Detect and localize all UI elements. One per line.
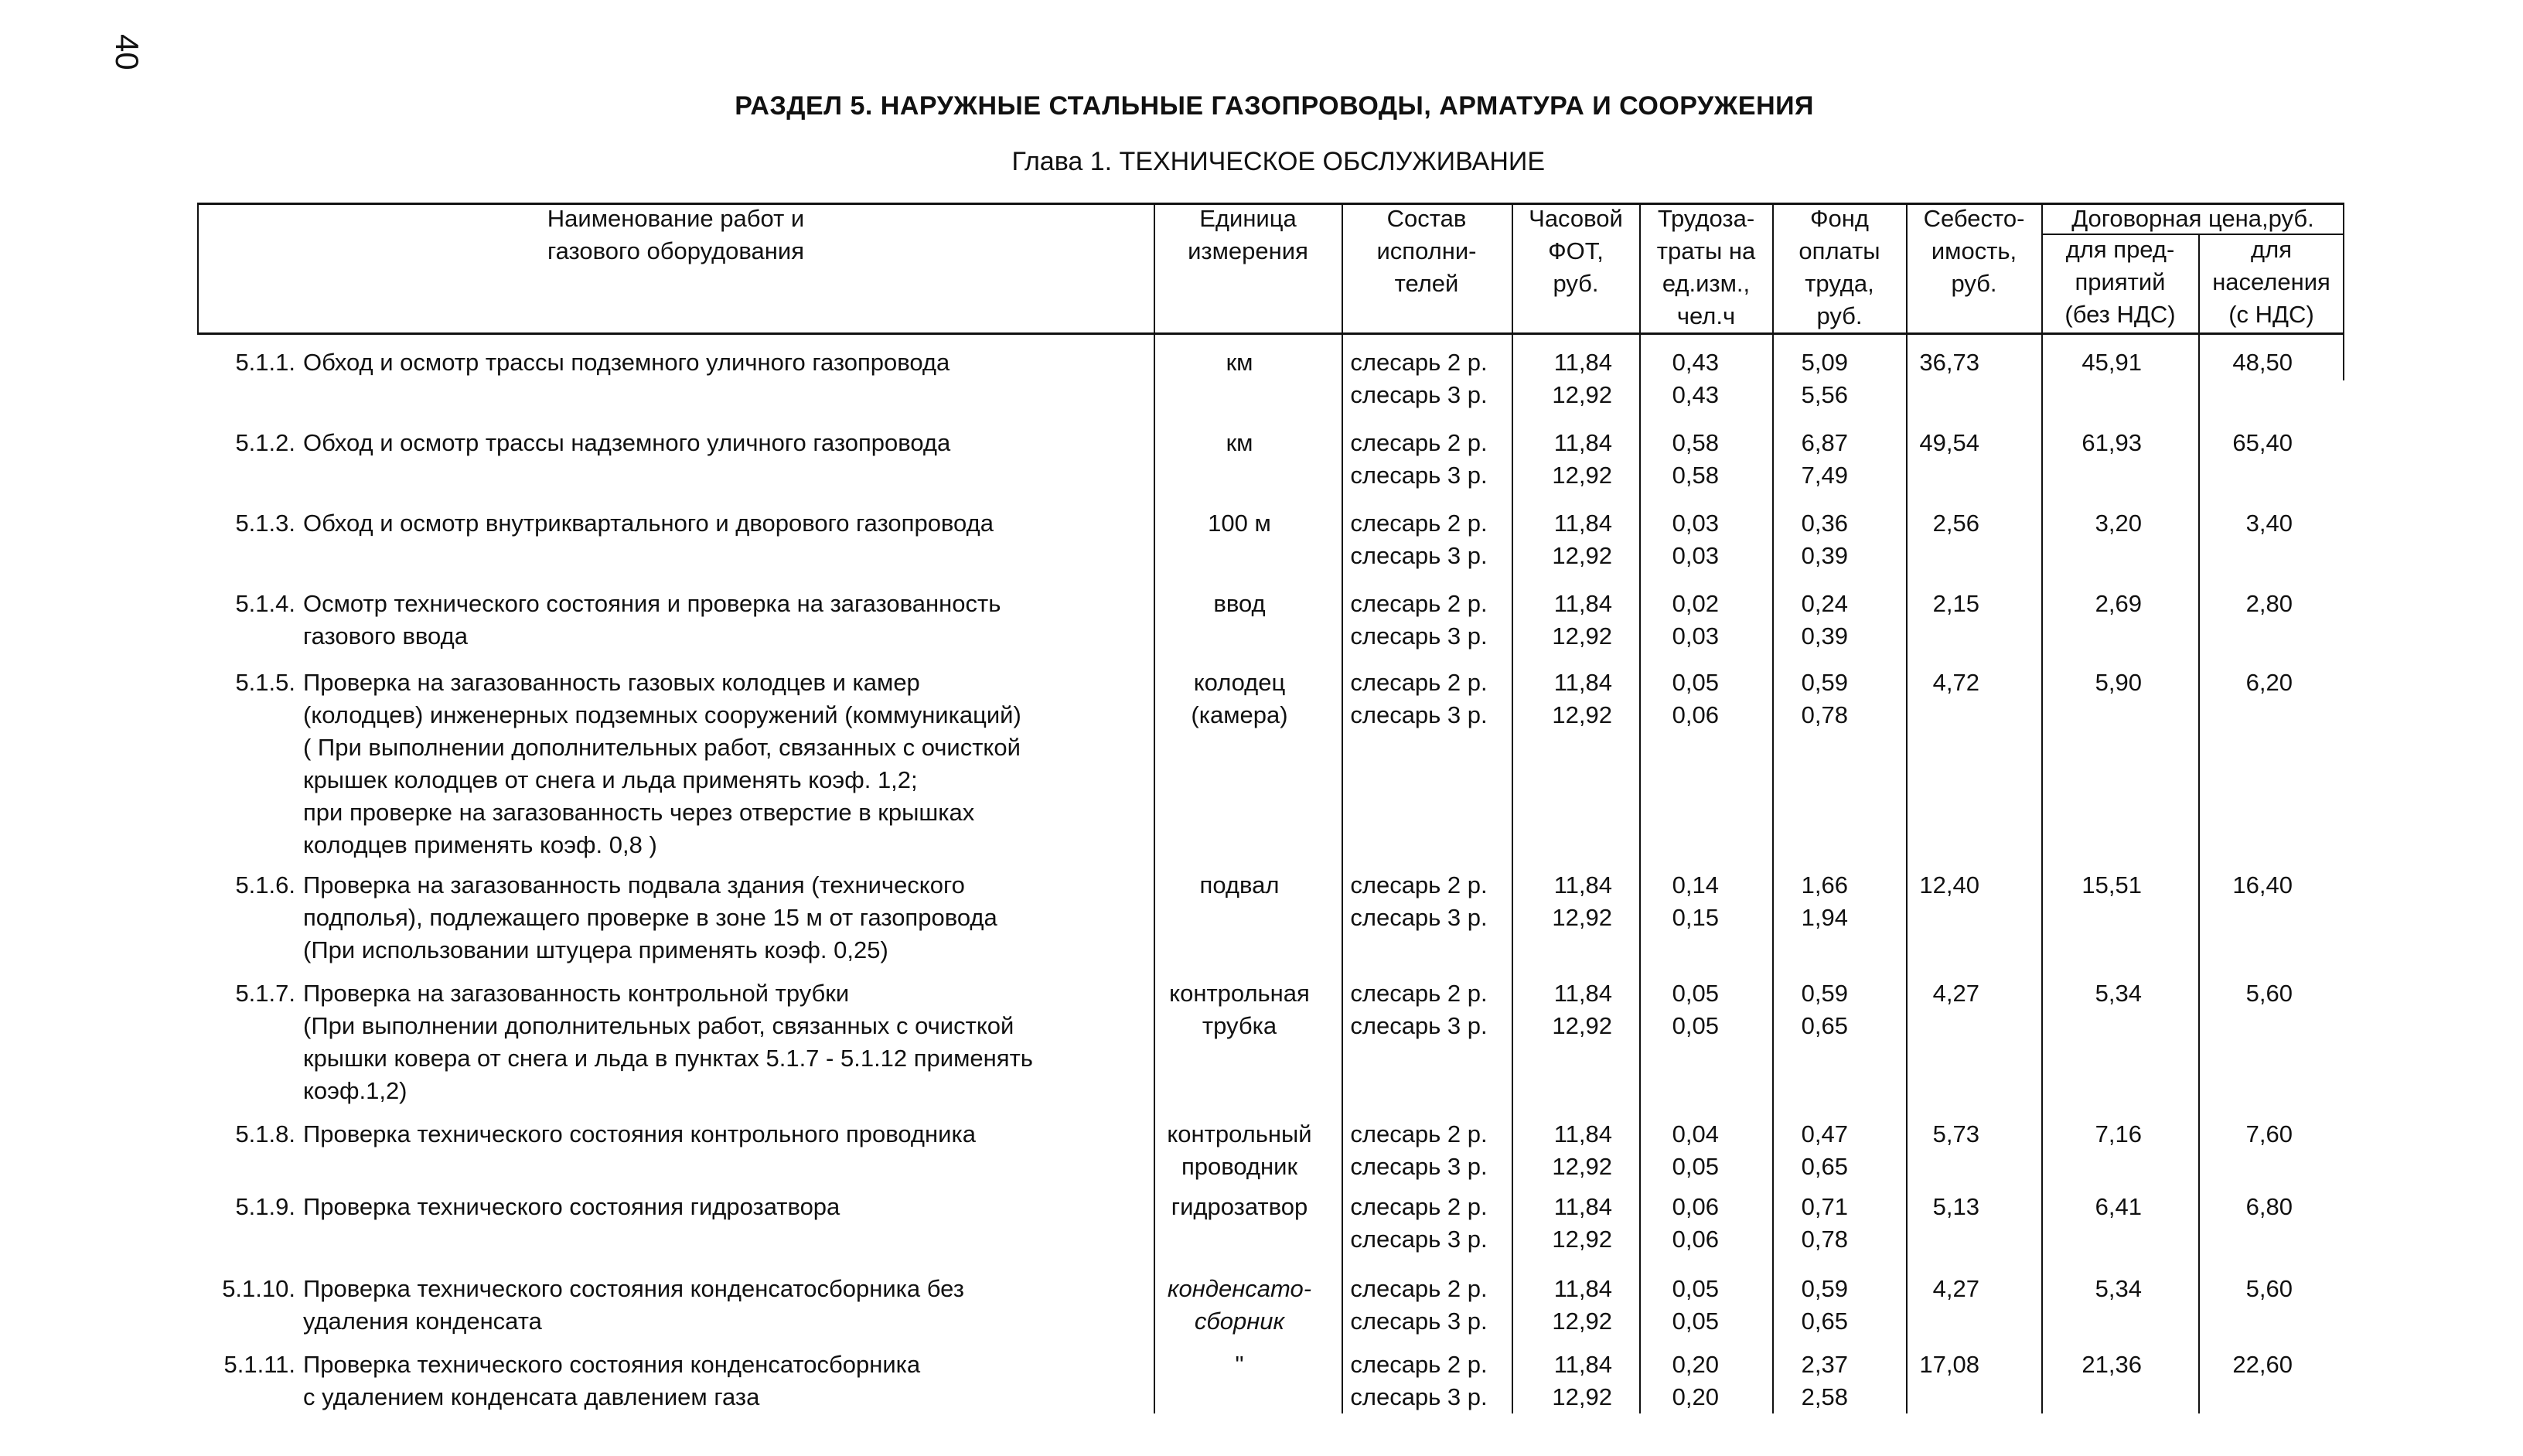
pay-fund: 0,36 0,39 xyxy=(1801,510,1848,569)
price-enterprises: 5,34 xyxy=(2095,1275,2142,1302)
labor: 0,43 0,43 xyxy=(1672,349,1719,408)
hourly-rate: 11,84 12,92 xyxy=(1552,1351,1612,1410)
cost: 12,40 xyxy=(1919,871,1979,898)
section-title: РАЗДЕЛ 5. НАРУЖНЫЕ СТАЛЬНЫЕ ГАЗОПРОВОДЫ, АРМАТУРА И СООРУЖЕНИЯ xyxy=(735,91,1814,121)
staff: слесарь 2 р. слесарь 3 р. xyxy=(1350,1275,1488,1335)
price-enterprises: 6,41 xyxy=(2095,1193,2142,1220)
staff: слесарь 2 р. слесарь 3 р. xyxy=(1350,669,1488,728)
pay-fund: 5,09 5,56 xyxy=(1801,349,1848,408)
hourly-rate: 11,84 12,92 xyxy=(1552,590,1612,650)
header-cost: Себесто- имость, руб. xyxy=(1923,205,2025,297)
labor: 0,58 0,58 xyxy=(1672,429,1719,489)
header-staff: Состав исполни- телей xyxy=(1376,205,1477,297)
hourly-rate: 11,84 12,92 xyxy=(1552,1275,1612,1335)
unit: подвал xyxy=(1199,871,1280,898)
unit: " xyxy=(1235,1351,1244,1378)
header-bottom-border xyxy=(197,332,2344,335)
price-enterprises: 61,93 xyxy=(2081,429,2142,456)
work-name: Проверка технического состояния гидрозатвора xyxy=(303,1193,840,1220)
work-name: Проверка технического состояния контрольного проводника xyxy=(303,1120,976,1147)
column-divider xyxy=(1772,203,1774,1413)
header-pay-fund: Фонд оплаты труда, руб. xyxy=(1798,205,1880,329)
pay-fund: 0,59 0,65 xyxy=(1801,1275,1848,1335)
price-enterprises: 2,69 xyxy=(2095,590,2142,617)
price-population: 3,40 xyxy=(2245,510,2293,537)
column-divider xyxy=(2041,203,2043,1413)
labor: 0,05 0,05 xyxy=(1672,1275,1719,1335)
price-enterprises: 45,91 xyxy=(2081,349,2142,376)
unit: ввод xyxy=(1213,590,1266,617)
row-number: 5.1.2. xyxy=(235,429,295,456)
labor: 0,05 0,06 xyxy=(1672,669,1719,728)
price-enterprises: 5,90 xyxy=(2095,669,2142,696)
column-divider xyxy=(197,203,199,335)
row-number: 5.1.7. xyxy=(235,980,295,1007)
column-divider xyxy=(2198,234,2200,1413)
unit: 100 м xyxy=(1208,510,1271,537)
labor: 0,05 0,05 xyxy=(1672,980,1719,1039)
price-enterprises: 15,51 xyxy=(2081,871,2142,898)
unit: конденсато- сборник xyxy=(1167,1275,1312,1335)
labor: 0,20 0,20 xyxy=(1672,1351,1719,1410)
labor: 0,02 0,03 xyxy=(1672,590,1719,650)
cost: 49,54 xyxy=(1919,429,1979,456)
hourly-rate: 11,84 12,92 xyxy=(1552,980,1612,1039)
staff: слесарь 2 р. слесарь 3 р. xyxy=(1350,871,1488,931)
price-enterprises: 21,36 xyxy=(2081,1351,2142,1378)
cost: 5,73 xyxy=(1932,1120,1979,1147)
chapter-title: Глава 1. ТЕХНИЧЕСКОЕ ОБСЛУЖИВАНИЕ xyxy=(1011,147,1545,176)
work-name: Проверка на загазованность подвала здания (технического подполья), подлежащего проверке в зоне 15 м от газопровода (При использовании штуцера применять коэф. 0,25) xyxy=(303,871,997,963)
pay-fund: 1,66 1,94 xyxy=(1801,871,1848,931)
unit: колодец (камера) xyxy=(1191,669,1288,728)
column-divider xyxy=(2343,203,2344,380)
hourly-rate: 11,84 12,92 xyxy=(1552,349,1612,408)
row-number: 5.1.6. xyxy=(235,871,295,898)
header-contract-price: Договорная цена,руб. xyxy=(2071,205,2314,232)
pay-fund: 0,47 0,65 xyxy=(1801,1120,1848,1180)
price-population: 2,80 xyxy=(2245,590,2293,617)
hourly-rate: 11,84 12,92 xyxy=(1552,429,1612,489)
work-name: Проверка на загазованность газовых колодцев и камер (колодцев) инженерных подземных сооружений (коммуникаций) ( При выполнении дополнительных работ, связанных с очисткой крышек колодцев от снега и льда применять коэф. 1,2; при проверке на загазованность через отверстие в крышках колодцев применять коэф. 0,8 ) xyxy=(303,669,1021,858)
header-labor: Трудоза- траты на ед.изм., чел.ч xyxy=(1656,205,1756,329)
pay-fund: 2,37 2,58 xyxy=(1801,1351,1848,1410)
price-population: 7,60 xyxy=(2245,1120,2293,1147)
labor: 0,06 0,06 xyxy=(1672,1193,1719,1253)
hourly-rate: 11,84 12,92 xyxy=(1552,669,1612,728)
work-name: Обход и осмотр трассы надземного уличного газопровода xyxy=(303,429,951,456)
unit: гидрозатвор xyxy=(1171,1193,1308,1220)
price-population: 6,20 xyxy=(2245,669,2293,696)
work-name: Осмотр технического состояния и проверка на загазованность газового ввода xyxy=(303,590,1001,650)
hourly-rate: 11,84 12,92 xyxy=(1552,871,1612,931)
row-number: 5.1.8. xyxy=(235,1120,295,1147)
price-enterprises: 5,34 xyxy=(2095,980,2142,1007)
staff: слесарь 2 р. слесарь 3 р. xyxy=(1350,429,1488,489)
column-divider xyxy=(1512,203,1513,1413)
cost: 36,73 xyxy=(1919,349,1979,376)
hourly-rate: 11,84 12,92 xyxy=(1552,1193,1612,1253)
staff: слесарь 2 р. слесарь 3 р. xyxy=(1350,590,1488,650)
row-number: 5.1.10. xyxy=(222,1275,295,1302)
cost: 2,56 xyxy=(1932,510,1979,537)
unit: км xyxy=(1226,429,1253,456)
labor: 0,04 0,05 xyxy=(1672,1120,1719,1180)
pay-fund: 0,59 0,78 xyxy=(1801,669,1848,728)
row-number: 5.1.4. xyxy=(235,590,295,617)
pay-fund: 0,59 0,65 xyxy=(1801,980,1848,1039)
staff: слесарь 2 р. слесарь 3 р. xyxy=(1350,980,1488,1039)
pay-fund: 0,71 0,78 xyxy=(1801,1193,1848,1253)
staff: слесарь 2 р. слесарь 3 р. xyxy=(1350,349,1488,408)
work-name: Обход и осмотр трассы подземного уличного газопровода xyxy=(303,349,950,376)
labor: 0,14 0,15 xyxy=(1672,871,1719,931)
work-name: Проверка технического состояния конденсатосборника без удаления конденсата xyxy=(303,1275,964,1335)
price-population: 6,80 xyxy=(2245,1193,2293,1220)
cost: 2,15 xyxy=(1932,590,1979,617)
price-enterprises: 3,20 xyxy=(2095,510,2142,537)
pay-fund: 0,24 0,39 xyxy=(1801,590,1848,650)
price-population: 5,60 xyxy=(2245,1275,2293,1302)
price-population: 5,60 xyxy=(2245,980,2293,1007)
staff: слесарь 2 р. слесарь 3 р. xyxy=(1350,1120,1488,1180)
row-number: 5.1.11. xyxy=(223,1351,295,1378)
hourly-rate: 11,84 12,92 xyxy=(1552,1120,1612,1180)
labor: 0,03 0,03 xyxy=(1672,510,1719,569)
header-unit: Единица измерения xyxy=(1188,205,1308,264)
column-divider xyxy=(1906,203,1908,1413)
row-number: 5.1.3. xyxy=(235,510,295,537)
row-number: 5.1.1. xyxy=(235,349,295,376)
price-population: 22,60 xyxy=(2232,1351,2293,1378)
work-name: Проверка технического состояния конденсатосборника с удалением конденсата давлением газа xyxy=(303,1351,921,1410)
header-hourly-rate: Часовой ФОТ, руб. xyxy=(1529,205,1623,297)
price-population: 48,50 xyxy=(2232,349,2293,376)
cost: 4,27 xyxy=(1932,980,1979,1007)
header-for-enterprises: для пред- приятий (без НДС) xyxy=(2064,236,2176,328)
pay-fund: 6,87 7,49 xyxy=(1801,429,1848,489)
unit: контрольная трубка xyxy=(1169,980,1310,1039)
price-population: 16,40 xyxy=(2232,871,2293,898)
cost: 17,08 xyxy=(1919,1351,1979,1378)
header-name: Наименование работ и газового оборудования xyxy=(547,205,805,264)
cost: 4,27 xyxy=(1932,1275,1979,1302)
price-enterprises: 7,16 xyxy=(2095,1120,2142,1147)
work-name: Проверка на загазованность контрольной трубки (При выполнении дополнительных работ, связанных с очисткой крышки ковера от снега и льда в пунктах 5.1.7 - 5.1.12 применять коэф.1,2) xyxy=(303,980,1033,1104)
price-population: 65,40 xyxy=(2232,429,2293,456)
row-number: 5.1.5. xyxy=(235,669,295,696)
unit: км xyxy=(1226,349,1253,376)
header-for-population: для населения (с НДС) xyxy=(2212,236,2330,328)
cost: 5,13 xyxy=(1932,1193,1979,1220)
staff: слесарь 2 р. слесарь 3 р. xyxy=(1350,1193,1488,1253)
row-number: 5.1.9. xyxy=(235,1193,295,1220)
staff: слесарь 2 р. слесарь 3 р. xyxy=(1350,510,1488,569)
page-number: 40 xyxy=(109,34,145,70)
column-divider xyxy=(1154,203,1155,1413)
unit: контрольный проводник xyxy=(1167,1120,1312,1180)
hourly-rate: 11,84 12,92 xyxy=(1552,510,1612,569)
column-divider xyxy=(1639,203,1641,1413)
work-name: Обход и осмотр внутриквартального и дворового газопровода xyxy=(303,510,994,537)
cost: 4,72 xyxy=(1932,669,1979,696)
staff: слесарь 2 р. слесарь 3 р. xyxy=(1350,1351,1488,1410)
